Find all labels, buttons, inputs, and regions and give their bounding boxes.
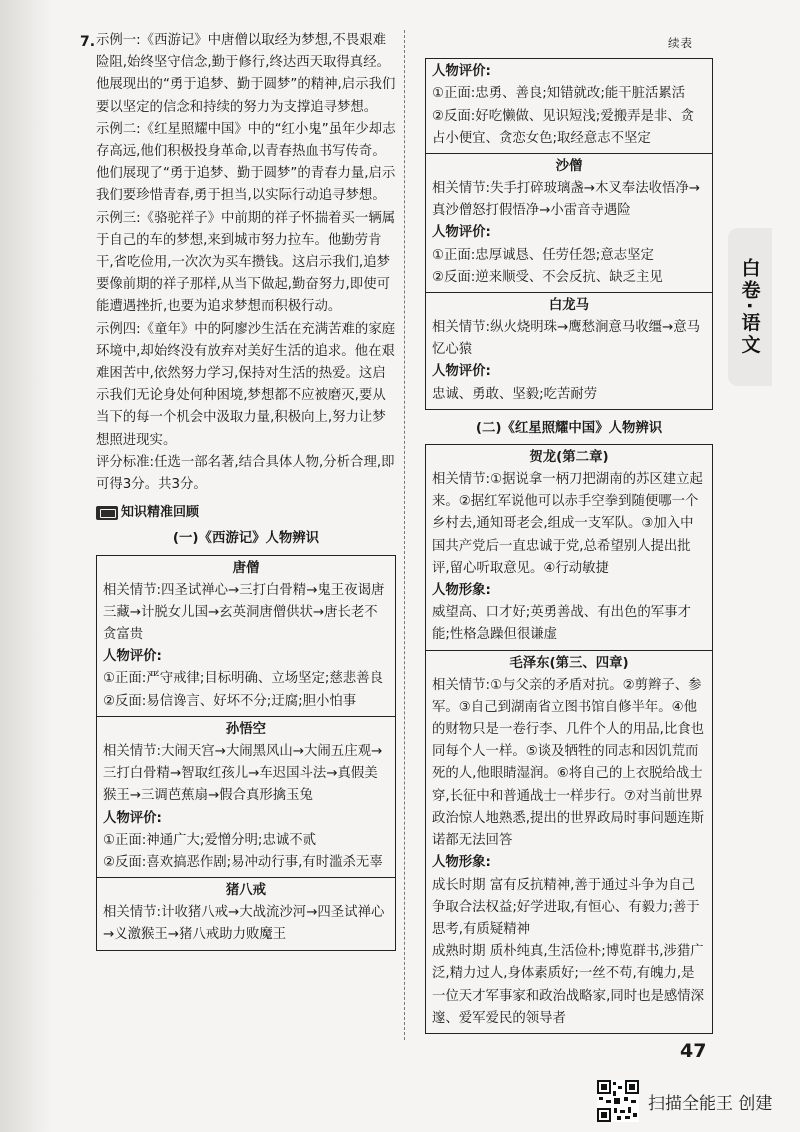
character-image: 威望高、口才好;英勇善战、有出色的军事才能;性格急躁但很谦虚 xyxy=(432,605,691,643)
evaluation-label: 人物评价: xyxy=(432,364,491,380)
growth-period: 成长时期 富有反抗精神,善于通过斗争为自己争取合法权益;好学进取,有恒心、有毅力;善于思考,有质疑精神 xyxy=(432,877,700,937)
related-plot: 相关情节:失手打碎玻璃盏→木叉奉法收悟净→真沙僧怒打假悟净→小雷音寺遇险 xyxy=(432,181,700,219)
image-label: 人物形象: xyxy=(432,583,491,599)
page-number: 47 xyxy=(680,1040,707,1062)
related-plot: 相关情节:①据说拿一柄刀把湖南的苏区建立起来。②据红军说他可以赤手空拳到随便哪一个乡村去,通知哥老会,组成一支军队。③加入中国共产党后一直忠诚于党,总希望别人提出批评,留心听取意见。④行动敏捷 xyxy=(432,472,703,576)
character-name: 贺龙(第二章) xyxy=(529,450,609,466)
character-name: 沙僧 xyxy=(555,159,583,175)
card-maozedong xyxy=(426,650,712,1033)
right-column xyxy=(425,32,713,1034)
evaluation-text: 忠诚、勇敢、坚毅;吃苦耐劳 xyxy=(432,386,598,402)
book-icon xyxy=(96,506,118,520)
side-tab xyxy=(728,228,772,386)
positive-traits: ①正面:严守戒律;目标明确、立场坚定;慈悲善良 xyxy=(103,671,383,687)
negative-traits: ②反面:逆来顺受、不会反抗、缺乏主见 xyxy=(432,269,663,285)
page-gutter-shadow xyxy=(0,0,52,1132)
evaluation-label: 人物评价: xyxy=(103,649,162,665)
column-divider xyxy=(404,30,405,1040)
xiyouji-section-title: (一)《西游记》人物辨识 xyxy=(172,531,320,547)
evaluation-label: 人物评价: xyxy=(432,225,491,241)
image-label: 人物形象: xyxy=(432,855,491,871)
card-shaseng xyxy=(426,153,712,292)
positive-traits: ①正面:忠厚诚恳、任劳任怨;意志坚定 xyxy=(432,247,654,263)
question-number: 7. xyxy=(80,34,96,50)
related-plot: 相关情节:大闹天宫→大闹黑风山→大闹五庄观→三打白骨精→智取红孩儿→车迟国斗法→真假美猴王→三调芭蕉扇→假合真形擒玉兔 xyxy=(103,743,383,804)
example-3: 示例三:《骆驼祥子》中前期的祥子怀揣着买一辆属于自己的车的梦想,来到城市努力拉车。他勤劳肯干,省吃俭用,一次次为买车攒钱。这启示我们,追梦要像前期的祥子那样,从当下做起,勤奋努力,即使可能遭遇挫折,也要为追求梦想而积极行动。 xyxy=(96,210,396,315)
related-plot: 相关情节:①与父亲的矛盾对抗。②剪辫子、参军。③自己到湖南省立图书馆自修半年。④他的财物只是一卷行李、几件个人的用品,比食也同每个人一样。⑤谈及牺牲的同志和因饥荒而死的人,他眼睛湿润。⑥将自己的上衣脱给战士穿,长征中和普通战士一样步行。⑦对当前世界政治惊人地熟悉,提出的世界政局时事问题连斯诺都无法回答 xyxy=(432,677,705,849)
character-name: 唐僧 xyxy=(232,560,260,576)
card-wukong xyxy=(97,716,395,877)
knowledge-review-heading xyxy=(96,502,396,524)
mature-period: 成熟时期 质朴纯真,生活俭朴;博览群书,涉猎广泛,精力过人,身体素质好;一丝不苟,有魄力,是一位天才军事家和政治战略家,同时也是感情深邃、爱军爱民的领导者 xyxy=(432,944,705,1026)
negative-traits: ②反面:好吃懒做、见识短浅;爱搬弄是非、贪占小便宜、贪恋女色;取经意志不坚定 xyxy=(432,108,695,146)
example-4: 示例四:《童年》中的阿廖沙生活在充满苦难的家庭环境中,却始终没有放弃对美好生活的追求。他在艰难困苦中,依然努力学习,保持对生活的热爱。这启示我们无论身处何种困境,梦想都不应被磨灭,要从当下的每一个机会中汲取力量,积极向上,努力让梦想照进现实。 xyxy=(96,321,396,448)
xiyouji-table-continued xyxy=(425,58,713,410)
xiyouji-table xyxy=(96,555,396,951)
side-tab-label: 白卷·语文 xyxy=(738,257,761,357)
continued-label: 续表 xyxy=(668,36,693,50)
character-name: 孙悟空 xyxy=(225,721,267,737)
related-plot: 相关情节:纵火烧明珠→鹰愁涧意马收缰→意马忆心猿 xyxy=(432,320,700,358)
card-bajie xyxy=(97,877,395,949)
qr-code-icon xyxy=(597,1080,639,1122)
card-bajie-continued xyxy=(426,59,712,153)
negative-traits: ②反面:喜欢搞恶作剧;易冲动行事,有时滥杀无辜 xyxy=(103,854,383,870)
negative-traits: ②反面:易信谗言、好坏不分;迂腐;胆小怕事 xyxy=(103,693,357,709)
positive-traits: ①正面:忠勇、善良;知错就改;能干脏活累活 xyxy=(432,86,686,102)
related-plot: 相关情节:计收猪八戒→大战流沙河→四圣试禅心→义激猴王→猪八戒助力败魔王 xyxy=(103,905,385,943)
hongxing-table xyxy=(425,444,713,1034)
card-tangseng xyxy=(97,556,395,716)
scoring-criteria: 评分标准:任选一部名著,结合具体人物,分析合理,即可得3分。共3分。 xyxy=(96,454,395,493)
related-plot: 相关情节:四圣试禅心→三打白骨精→鬼王夜谒唐三藏→计脱女儿国→玄英洞唐僧供状→唐长老不贪富贵 xyxy=(103,582,385,643)
card-bailongma xyxy=(426,292,712,409)
card-helong xyxy=(426,445,712,650)
positive-traits: ①正面:神通广大;爱憎分明;忠诚不贰 xyxy=(103,832,317,848)
evaluation-label: 人物评价: xyxy=(432,64,491,80)
character-name: 猪八戒 xyxy=(225,883,267,899)
character-name: 毛泽东(第三、四章) xyxy=(509,655,629,671)
left-column xyxy=(96,30,396,951)
example-1: 示例一:《西游记》中唐僧以取经为梦想,不畏艰难险阻,始终坚守信念,勤于修行,终达西天取得真经。他展现出的“勇于追梦、勤于圆梦”的精神,启示我们要以坚定的信念和持续的努力为支撑追寻梦想。 xyxy=(96,33,396,115)
footer-watermark: 扫描全能王 创建 xyxy=(648,1094,773,1114)
evaluation-label: 人物评价: xyxy=(103,810,162,826)
example-2: 示例二:《红星照耀中国》中的“红小鬼”虽年少却志存高远,他们积极投身革命,以青春热血书写传奇。他们展现了“勇于追梦、勤于圆梦”的青春力量,启示我们要珍惜青春,勇于担当,以实际行动追寻梦想。 xyxy=(96,121,396,204)
hongxing-section-title: (二)《红星照耀中国》人物辨识 xyxy=(475,420,663,436)
knowledge-review-label: 知识精准回顾 xyxy=(121,505,200,521)
character-name: 白龙马 xyxy=(548,298,590,314)
